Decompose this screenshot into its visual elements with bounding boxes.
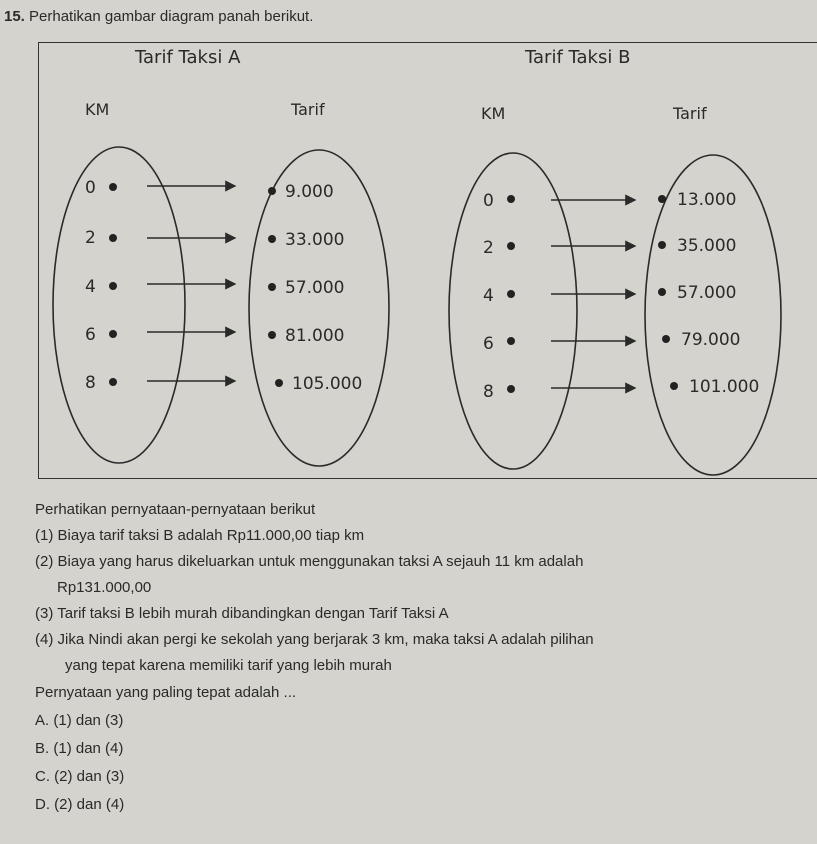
diagram-b-domain-item xyxy=(483,382,515,402)
domain-dot xyxy=(109,234,117,242)
question-number: 15. xyxy=(4,8,25,25)
option-text: (2) dan (4) xyxy=(54,796,125,813)
statement-number: (1) xyxy=(35,527,54,544)
diagram-b-codomain-value: 57.000 xyxy=(677,283,737,303)
option-text: (2) dan (3) xyxy=(54,768,125,785)
diagram-b-codomain-value: 79.000 xyxy=(681,330,741,350)
option-letter: B. xyxy=(35,740,50,757)
codomain-dot xyxy=(268,187,276,195)
arrow-diagram-svg xyxy=(39,43,817,480)
option-letter: C. xyxy=(35,768,50,785)
statement-continuation: yang tepat karena memiliki tarif yang lebih murah xyxy=(65,657,392,674)
domain-dot xyxy=(507,337,515,345)
domain-dot xyxy=(507,385,515,393)
diagram-b-codomain-item xyxy=(662,330,740,350)
answer-option-d[interactable] xyxy=(35,797,124,812)
statement-continuation: Rp131.000,00 xyxy=(57,579,152,596)
domain-dot xyxy=(109,282,117,290)
diagram-b-codomain-value: 13.000 xyxy=(677,190,737,210)
diagram-a-domain-value: 8 xyxy=(85,373,96,393)
domain-dot xyxy=(507,242,515,250)
diagram-b-domain-value: 8 xyxy=(483,382,494,402)
codomain-dot xyxy=(268,283,276,291)
diagram-a-domain-value: 6 xyxy=(85,325,96,345)
answer-option-c[interactable] xyxy=(35,769,124,784)
option-letter: D. xyxy=(35,796,50,813)
diagram-b-codomain-label: Tarif xyxy=(673,104,707,123)
diagram-a-domain-item xyxy=(85,228,117,248)
statement-number: (2) xyxy=(35,553,54,570)
diagram-b-domain-item xyxy=(483,286,515,306)
question-text: Perhatikan gambar diagram panah berikut. xyxy=(29,8,314,25)
codomain-dot xyxy=(658,241,666,249)
codomain-dot xyxy=(275,379,283,387)
diagram-taksi-b xyxy=(449,47,781,475)
diagram-a-domain-value: 0 xyxy=(85,178,96,198)
diagram-a-codomain-value: 81.000 xyxy=(285,326,345,346)
diagram-b-domain-value: 2 xyxy=(483,238,494,258)
statement-number: (4) xyxy=(35,631,54,648)
diagram-b-domain-value: 6 xyxy=(483,334,494,354)
diagram-b-codomain-value: 35.000 xyxy=(677,236,737,256)
option-text: (1) dan (3) xyxy=(53,712,124,729)
answer-option-a[interactable] xyxy=(35,713,123,728)
diagram-a-codomain-item xyxy=(268,182,334,202)
diagram-b-codomain-item xyxy=(658,283,736,303)
diagram-a-codomain-item xyxy=(268,326,344,346)
statement-text: Jika Nindi akan pergi ke sekolah yang berjarak 3 km, maka taksi A adalah pilihan xyxy=(57,631,594,648)
diagram-a-codomain-value: 9.000 xyxy=(285,182,334,202)
statement-text: Tarif taksi B lebih murah dibandingkan dengan Tarif Taksi A xyxy=(57,605,449,622)
statements-intro: Perhatikan pernyataan-pernyataan berikut xyxy=(35,501,316,518)
diagram-a-codomain-value: 33.000 xyxy=(285,230,345,250)
statement-item xyxy=(35,632,594,647)
diagram-b-codomain-item xyxy=(658,236,736,256)
option-letter: A. xyxy=(35,712,50,729)
diagram-a-domain-item xyxy=(85,277,117,297)
answer-option-b[interactable] xyxy=(35,741,123,756)
statement-number: (3) xyxy=(35,605,54,622)
codomain-dot xyxy=(268,235,276,243)
codomain-dot xyxy=(658,288,666,296)
diagram-b-domain-item xyxy=(483,334,515,354)
codomain-dot xyxy=(268,331,276,339)
diagram-a-domain-label: KM xyxy=(85,100,110,119)
statement-item xyxy=(35,606,449,621)
codomain-dot xyxy=(662,335,670,343)
diagram-a-codomain-value: 57.000 xyxy=(285,278,345,298)
diagram-a-title: Tarif Taksi A xyxy=(135,47,241,68)
diagram-a-domain-ellipse xyxy=(53,147,185,463)
diagram-b-codomain-value: 101.000 xyxy=(689,377,760,397)
diagram-a-domain-value: 4 xyxy=(85,277,96,297)
statement-item xyxy=(35,528,364,543)
question-prompt: Pernyataan yang paling tepat adalah ... xyxy=(35,684,297,701)
diagram-a-codomain-item xyxy=(275,374,362,394)
arrow-diagram-figure xyxy=(38,42,817,479)
domain-dot xyxy=(109,378,117,386)
diagram-b-domain-value: 4 xyxy=(483,286,494,306)
statement-item xyxy=(35,554,583,569)
domain-dot xyxy=(507,195,515,203)
diagram-a-codomain-item xyxy=(268,230,344,250)
diagram-b-domain-item xyxy=(483,238,515,258)
diagram-b-domain-value: 0 xyxy=(483,191,494,211)
diagram-a-domain-item xyxy=(85,178,117,198)
diagram-b-codomain-item xyxy=(670,377,759,397)
question-header xyxy=(4,8,313,25)
diagram-a-domain-item xyxy=(85,373,117,393)
diagram-b-title: Tarif Taksi B xyxy=(525,47,631,68)
diagram-b-domain-label: KM xyxy=(481,104,506,123)
diagram-a-codomain-label: Tarif xyxy=(291,100,325,119)
domain-dot xyxy=(507,290,515,298)
diagram-a-domain-item xyxy=(85,325,117,345)
diagram-taksi-a xyxy=(53,47,389,466)
statement-text: Biaya tarif taksi B adalah Rp11.000,00 tiap km xyxy=(57,527,365,544)
diagram-a-codomain-item xyxy=(268,278,344,298)
diagram-b-domain-item xyxy=(483,191,515,211)
codomain-dot xyxy=(658,195,666,203)
diagram-a-domain-value: 2 xyxy=(85,228,96,248)
statement-text: Biaya yang harus dikeluarkan untuk menggunakan taksi A sejauh 11 km adalah xyxy=(57,553,584,570)
domain-dot xyxy=(109,183,117,191)
option-text: (1) dan (4) xyxy=(53,740,124,757)
domain-dot xyxy=(109,330,117,338)
diagram-a-codomain-value: 105.000 xyxy=(292,374,363,394)
codomain-dot xyxy=(670,382,678,390)
